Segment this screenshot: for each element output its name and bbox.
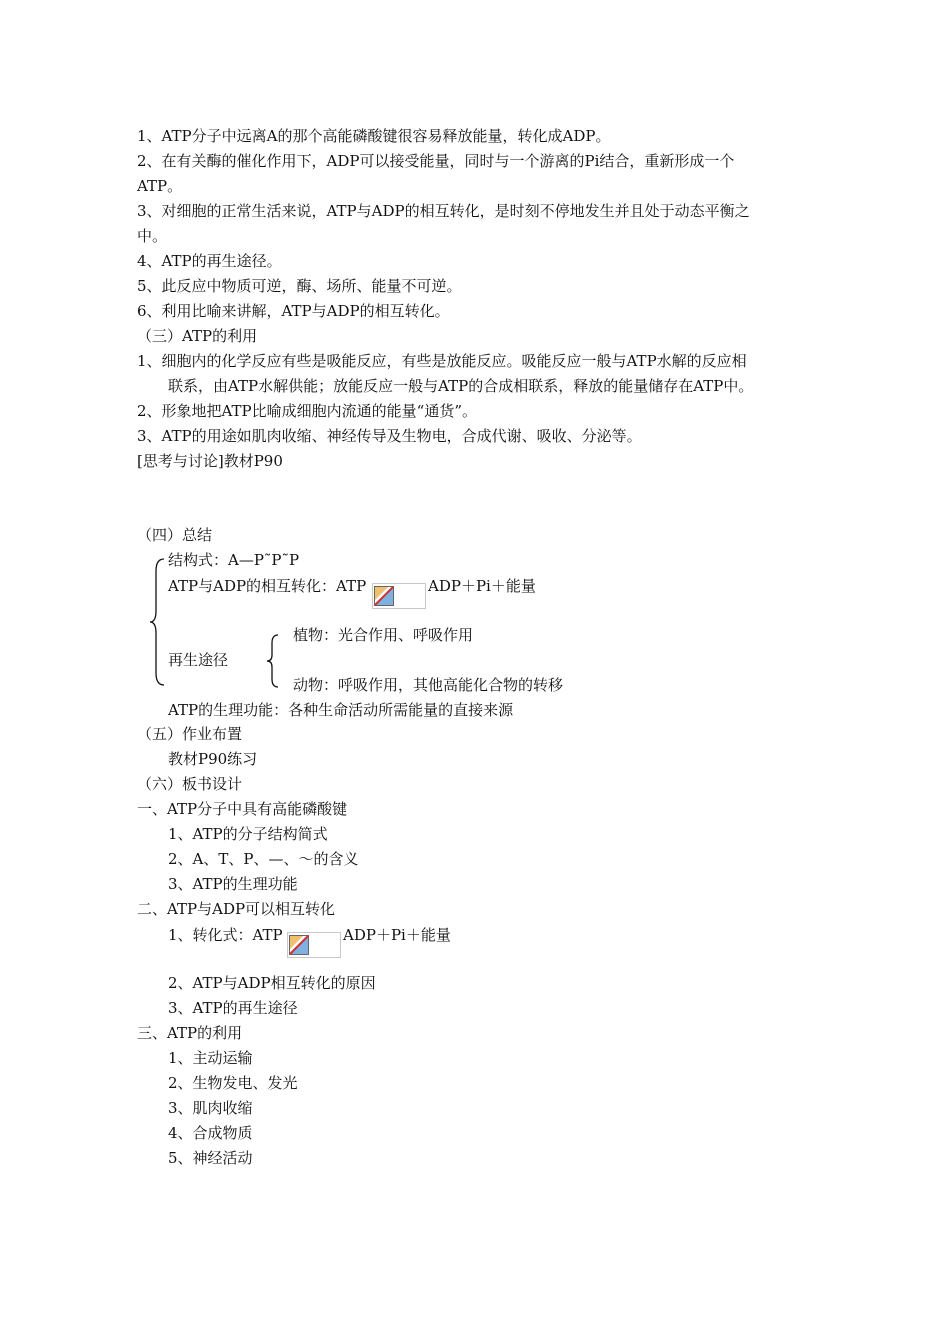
paragraph-6: 6、利用比喻来讲解，ATP与ADP的相互转化。 <box>137 302 450 320</box>
conversion-right: ADP＋Pi＋能量 <box>428 577 536 595</box>
small-brace-icon <box>265 633 281 689</box>
regen-label: 再生途径 <box>168 651 229 669</box>
regen-animal: 动物：呼吸作用，其他高能化合物的转移 <box>293 676 564 694</box>
regen-plant: 植物：光合作用、呼吸作用 <box>293 626 474 644</box>
board-3-5: 5、神经活动 <box>168 1149 253 1167</box>
usage-3: 3、ATP的用途如肌肉收缩、神经传导及生物电，合成代谢、吸收、分泌等。 <box>137 427 642 445</box>
summary-function: ATP的生理功能：各种生命活动所需能量的直接来源 <box>168 701 514 719</box>
summary-structure: 结构式：A—P˜P˜P <box>168 551 300 569</box>
paragraph-1: 1、ATP分子中远离A的那个高能磷酸键很容易释放能量，转化成ADP。 <box>137 127 611 145</box>
usage-1-cont: 联系，由ATP水解供能；放能反应一般与ATP的合成相联系，释放的能量储存在ATP中。 <box>168 377 754 395</box>
board-3-4: 4、合成物质 <box>168 1124 253 1142</box>
board-1: 一、ATP分子中具有高能磷酸键 <box>137 800 348 818</box>
section-4-heading: （四）总结 <box>137 526 213 544</box>
board-1-1: 1、ATP的分子结构简式 <box>168 825 328 843</box>
section-6-heading: （六）板书设计 <box>137 775 243 793</box>
board-1-2: 2、A、T、P、—、～的含义 <box>168 850 359 868</box>
paragraph-3-cont: 中。 <box>137 227 168 245</box>
big-brace-icon <box>148 557 168 687</box>
board-3-1: 1、主动运输 <box>168 1049 253 1067</box>
paragraph-5: 5、此反应中物质可逆，酶、场所、能量不可逆。 <box>137 277 462 295</box>
paragraph-2: 2、在有关酶的催化作用下，ADP可以接受能量，同时与一个游离的Pi结合，重新形成一个 <box>137 152 735 170</box>
section-5-heading: （五）作业布置 <box>137 725 243 743</box>
board-2-1-left: 1、转化式：ATP <box>168 926 283 944</box>
usage-1: 1、细胞内的化学反应有些是吸能反应，有些是放能反应。吸能反应一般与ATP水解的反应相 <box>137 352 747 370</box>
board-3-3: 3、肌肉收缩 <box>168 1099 253 1117</box>
section-3-heading: （三）ATP的利用 <box>137 327 258 345</box>
broken-image-icon <box>289 935 309 955</box>
board-2-1-right: ADP＋Pi＋能量 <box>343 926 451 944</box>
homework: 教材P90练习 <box>168 750 258 768</box>
board-1-3: 3、ATP的生理功能 <box>168 875 298 893</box>
board-3-2: 2、生物发电、发光 <box>168 1074 298 1092</box>
board-3: 三、ATP的利用 <box>137 1024 243 1042</box>
reaction-arrow-image <box>372 583 426 609</box>
paragraph-4: 4、ATP的再生途径。 <box>137 252 282 270</box>
paragraph-2-cont: ATP。 <box>137 177 183 195</box>
board-2-2: 2、ATP与ADP相互转化的原因 <box>168 974 376 992</box>
conversion-left: ATP与ADP的相互转化：ATP <box>168 577 367 595</box>
usage-2: 2、形象地把ATP比喻成细胞内流通的能量“通货”。 <box>137 402 477 420</box>
think-discuss: [思考与讨论]教材P90 <box>137 452 283 470</box>
board-2: 二、ATP与ADP可以相互转化 <box>137 900 336 918</box>
reaction-arrow-image-2 <box>287 932 341 958</box>
board-2-3: 3、ATP的再生途径 <box>168 999 298 1017</box>
broken-image-icon <box>374 586 394 606</box>
paragraph-3: 3、对细胞的正常生活来说，ATP与ADP的相互转化，是时刻不停地发生并且处于动态平衡之 <box>137 202 750 220</box>
summary-conversion <box>168 576 366 596</box>
